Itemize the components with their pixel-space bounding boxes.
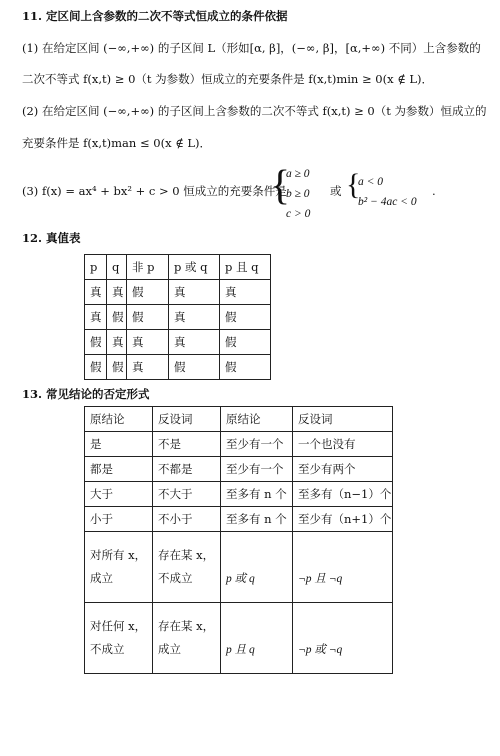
para-2-line-2: 充要条件是 f(x,t)man ≤ 0(x ∉ L)． [22,136,211,150]
table-row [85,305,271,330]
table-cell: 至少有一个 [221,457,293,482]
table-cell: 假 [85,330,107,355]
condition-set-1 [286,164,310,224]
table-cell: 都是 [85,457,153,482]
section-11-heading: 11. 定区间上含参数的二次不等式恒成立的条件依据 [22,9,288,23]
para-2-line-1: (2) 在给定区间 (−∞,+∞) 的子区间上含参数的二次不等式 f(x,t) ≥ 0（t 为参数）恒成立的 [22,104,487,118]
table-cell: 假 [107,305,127,330]
header-cell: 原结论 [85,407,153,432]
condition-c: c > 0 [286,208,311,220]
table-cell: 至多有 n 个 [221,507,293,532]
table-cell: p 且 q [221,603,293,674]
header-cell: 反设词 [153,407,221,432]
condition-b: b ≥ 0 [286,188,310,200]
table-cell: 假 [127,305,169,330]
table-cell [153,603,221,674]
header-cell: p 且 q [220,255,271,280]
table-cell: 不是 [153,432,221,457]
table-row [85,482,393,507]
table-row [85,280,271,305]
cell-line: 不成立 [90,642,125,656]
table-cell: 真 [169,280,220,305]
table-cell: 一个也没有 [293,432,393,457]
table-cell: 不小于 [153,507,221,532]
truth-table-header [85,255,271,280]
table-cell: 真 [169,305,220,330]
table-cell: 至少有（n+1）个 [293,507,393,532]
negation-table [84,406,393,674]
table-cell: 至少有一个 [221,432,293,457]
table-row [85,432,393,457]
table-cell: 真 [169,330,220,355]
table-cell: 假 [107,355,127,380]
table-cell [85,603,153,674]
cell-line: 存在某 x， [158,619,215,633]
table-cell: 真 [107,330,127,355]
or-word: 或 [330,184,342,198]
truth-table [84,254,271,380]
table-cell: 真 [107,280,127,305]
table-cell: 至多有（n−1）个 [293,482,393,507]
para-3-prefix: (3) f(x) = ax⁴ + bx² + c > 0 恒成立的充要条件是 [22,184,287,198]
table-cell: ¬p 且 ¬q [293,532,393,603]
table-cell: 真 [85,305,107,330]
header-cell: q [107,255,127,280]
table-cell: 至少有两个 [293,457,393,482]
table-cell: 假 [220,305,271,330]
left-brace-icon-2: { [346,168,361,201]
table-cell: 假 [220,330,271,355]
table-cell [153,532,221,603]
header-cell: p [85,255,107,280]
table-row [85,507,393,532]
condition-a2: a < 0 [358,176,384,188]
table-cell: p 或 q [221,532,293,603]
cell-line: 对所有 x， [90,548,147,562]
table-row [85,355,271,380]
cell-line: 成立 [90,571,113,585]
para-1-line-2: 二次不等式 f(x,t) ≥ 0（t 为参数）恒成立的充要条件是 f(x,t)min ≥ 0(x ∉ L)． [22,72,434,86]
section-12-heading: 12. 真值表 [22,231,81,245]
para-3-end: . [432,184,436,198]
table-cell: 不大于 [153,482,221,507]
table-row [85,330,271,355]
table-cell: 大于 [85,482,153,507]
table-cell: 真 [127,355,169,380]
table-cell: 不都是 [153,457,221,482]
table-cell: 真 [127,330,169,355]
condition-set-2 [358,172,417,212]
cell-line: 对任何 x， [90,619,147,633]
table-cell: 至多有 n 个 [221,482,293,507]
table-cell: ¬p 或 ¬q [293,603,393,674]
table-cell: 假 [220,355,271,380]
table-cell: 小于 [85,507,153,532]
table-cell [85,532,153,603]
table-cell: 假 [85,355,107,380]
table-row [85,603,393,674]
cell-line: 存在某 x， [158,548,215,562]
table-row [85,532,393,603]
negation-table-header [85,407,393,432]
header-cell: p 或 q [169,255,220,280]
table-cell: 假 [169,355,220,380]
header-cell: 原结论 [221,407,293,432]
table-row [85,457,393,482]
condition-discriminant: b² − 4ac < 0 [358,196,417,208]
table-cell: 是 [85,432,153,457]
header-cell: 非 p [127,255,169,280]
cell-line: 成立 [158,642,181,656]
table-cell: 假 [127,280,169,305]
table-cell: 真 [85,280,107,305]
left-brace-icon: { [270,163,291,209]
condition-a: a ≥ 0 [286,168,310,180]
table-cell: 真 [220,280,271,305]
section-13-heading: 13. 常见结论的否定形式 [22,387,150,401]
para-1-line-1: (1) 在给定区间 (−∞,+∞) 的子区间 L（形如[α, β]，(−∞, β]，[α,+∞) 不同）上含参数的 [22,41,481,55]
cell-line: 不成立 [158,571,193,585]
header-cell: 反设词 [293,407,393,432]
